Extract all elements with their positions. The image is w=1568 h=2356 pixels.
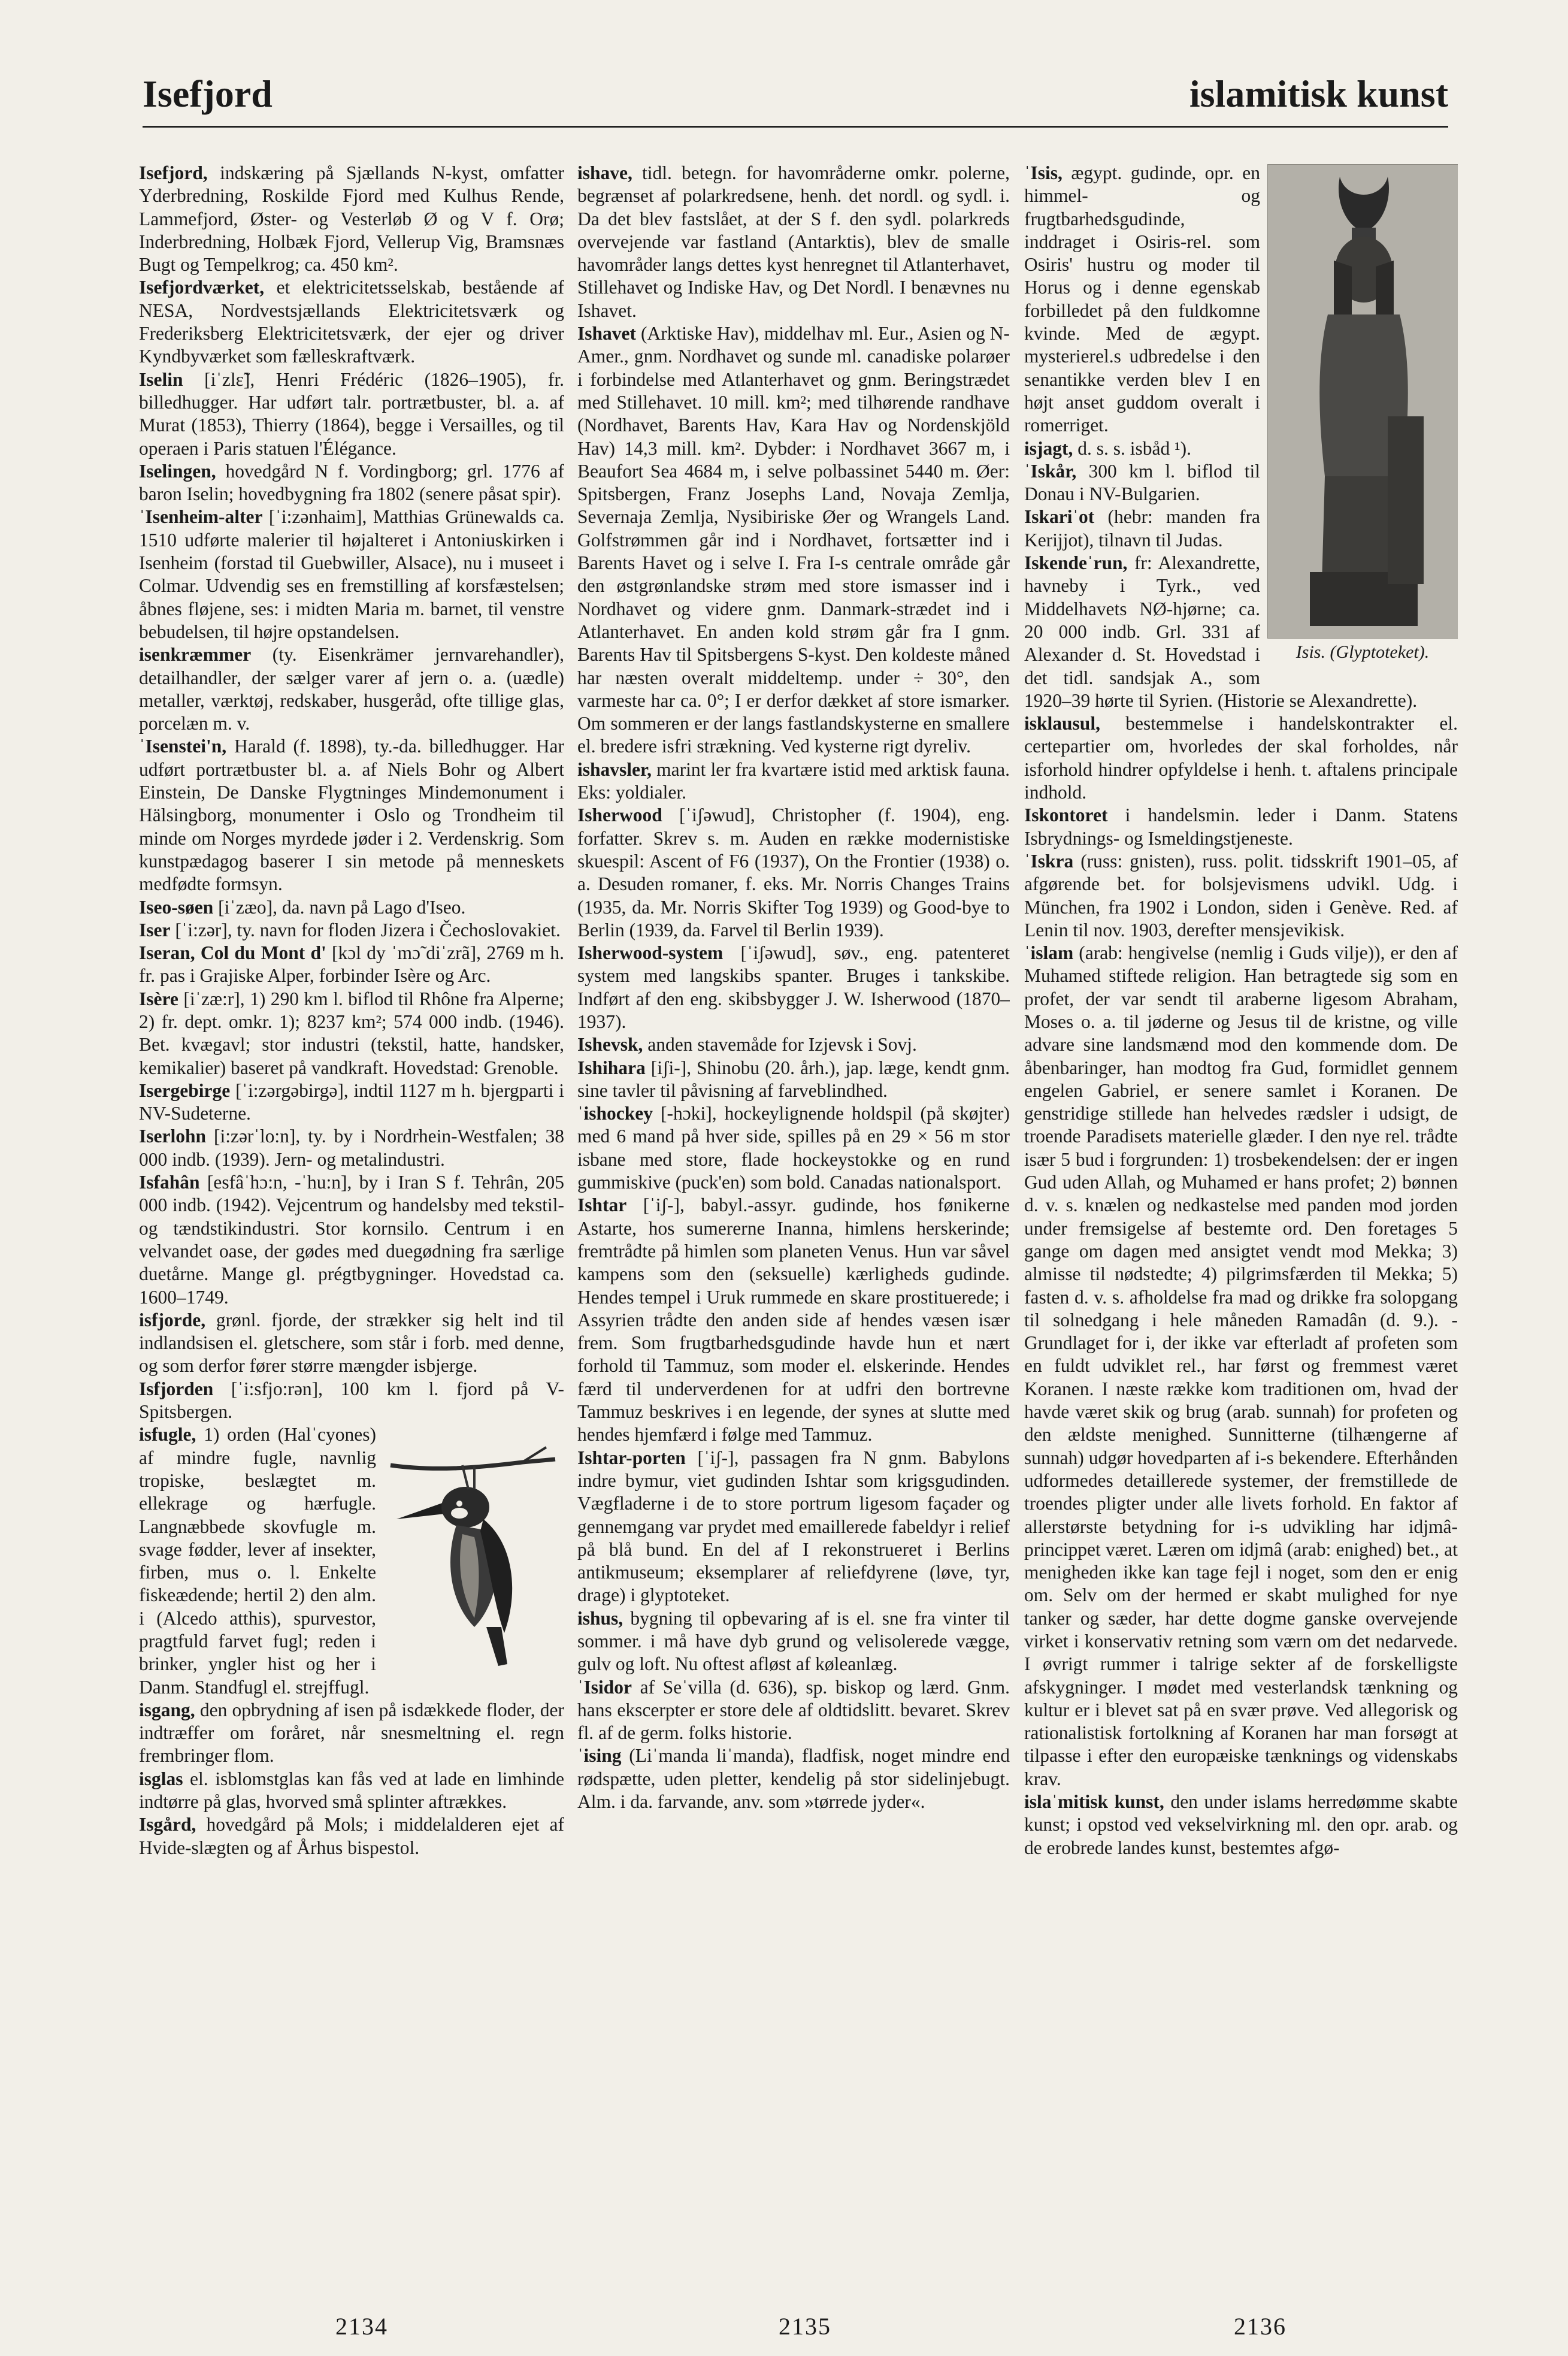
entry-headword: isfjorde,	[139, 1309, 206, 1330]
entry-headword: Iseran, Col du Mont d'	[139, 942, 326, 964]
entry-headword: Isefjord,	[139, 162, 208, 183]
entry-definition: el. isblomstglas kan fås ved at lade en limhinde indtørre på glas, hvorved små splinter aftrækkes.	[139, 1768, 564, 1813]
dictionary-entry	[139, 1378, 564, 1424]
entry-definition: ty. by i Nordrhein-Westfalen; 38 000 indb. (1939). Jern- og metalindustri.	[139, 1126, 564, 1170]
entry-pronunciation: [iˈzæo],	[213, 896, 277, 918]
entry-headword: islaˈmitisk kunst,	[1024, 1791, 1164, 1813]
entry-headword: ˈIsenheim-alter	[139, 506, 263, 528]
dictionary-entry	[139, 735, 564, 896]
entry-definition: tidl. betegn. for havområderne omkr. polerne, begrænset af polarkredsene, henh. det nordl. og sydl. i. Da det blev fastslået, at der S f. den sydl. polarkreds overvejende var fastland (Antarktis), blev de smalle havområder langs dettes kyst henregnet til Atlanterhavet, Stillehavet og Indiske Hav, og Det Nordl. I benævnes nu Ishavet.	[577, 162, 1010, 321]
entry-headword: ˈishockey	[577, 1103, 653, 1124]
entry-definition: indtil 1127 m h. bjergparti i NV-Sudeterne.	[139, 1079, 564, 1124]
entry-definition: hovedgård på Mols; i middelalderen ejet af Hvide-slægten og af Århus bispestol.	[139, 1814, 564, 1858]
entry-headword: Iskendeˈrun,	[1024, 552, 1128, 574]
entry-definition: i handelsmin. leder i Danm. Statens Isbrydnings- og Ismeldingstjeneste.	[1024, 805, 1458, 849]
dictionary-entry	[139, 506, 564, 643]
entry-definition: hovedgård N f. Vordingborg; grl. 1776 af baron Iselin; hovedbygning fra 1802 (senere påsat spir).	[139, 460, 564, 505]
entry-headword: Isefjordværket,	[139, 277, 265, 298]
dictionary-entry	[1024, 850, 1458, 942]
isis-figure	[1267, 164, 1458, 679]
entry-definition: Harald (f. 1898), ty.-da. billedhugger. Har udført portrætbuster bl. a. af Niels Bohr og Albert Einstein, De Danske Flygtninges Mindemonument i Hälsingborg, monumenter i Oslo og Trondheim til minde om Norges myrdede jøder i 2. Verdenskrig. Som kunstpædagog baserer I sin metode på menneskets medfødte formsyn.	[139, 736, 564, 895]
entry-headword: Isère	[139, 988, 178, 1009]
entry-definition: Henri Frédéric (1826–1905), fr. billedhugger. Har udført talr. portrætbuster, bl. a. af Murat (1853), Thierry (1864), begge i Versailles, og til operaen i Paris statuen l'Élégance.	[139, 368, 564, 459]
dictionary-entry	[139, 896, 564, 919]
entry-headword: ˈIsis,	[1024, 162, 1063, 183]
dictionary-entry	[139, 1309, 564, 1378]
entry-headword: ˈIskår,	[1024, 460, 1077, 482]
entry-headword: ˈIsenstei'n,	[139, 736, 227, 757]
entry-definition: grønl. fjorde, der strækker sig helt ind til indlandsisen el. gletschere, som står i forb. med denne, og som derfor fører større mængder isbjerge.	[139, 1309, 564, 1377]
header-right-title: islamitisk kunst	[1189, 72, 1448, 115]
entry-headword: Ishtar	[577, 1194, 627, 1216]
dictionary-entry	[139, 1171, 564, 1309]
entry-headword: ˈIskra	[1024, 850, 1074, 872]
page-number-middle: 2135	[779, 2313, 831, 2340]
entry-headword: isklausul,	[1024, 713, 1100, 734]
dictionary-entry	[1024, 804, 1458, 850]
dictionary-entry	[139, 1699, 564, 1768]
entry-definition: (hebr: manden fra Kerijjot), tilnavn til Judas.	[1024, 506, 1260, 551]
page-number-right: 2136	[1234, 2313, 1287, 2340]
entry-definition: den opbrydning af isen på isdækkede floder, der indtræffer om foråret, når snesmeltning el. regn frembringer flom.	[139, 1699, 564, 1767]
entry-headword: Iserlohn	[139, 1126, 207, 1147]
dictionary-entry	[139, 988, 564, 1079]
dictionary-entry	[577, 1033, 1010, 1056]
entry-pronunciation: [kɔl dy ˈmɔ̃ diˈzrã],	[326, 942, 482, 964]
entry-definition: den under islams herredømme skabte kunst; i opstod ved vekselvirkning ml. den opr. arab. og de erobrede landes kunst, bestemtes afgø-	[1024, 1791, 1458, 1858]
entry-definition: 1) 290 km l. biflod til Rhône fra Alperne; 2) fr. dept. omkr. 1); 8237 km²; 574 000 indb. (1946). Bet. kvægavl; stor industri (tekstil, hatte, handsker, kemikalier) baseret på vandkraft. Hovedstad: Grenoble.	[139, 988, 564, 1078]
entry-pronunciation: [ˈi:zər],	[170, 919, 232, 940]
entry-pronunciation: [ˈi:sfjo:rən],	[213, 1378, 323, 1399]
dictionary-entry	[577, 804, 1010, 942]
entry-pronunciation: [-hɔki],	[653, 1103, 717, 1124]
dictionary-entry	[577, 162, 1010, 322]
dictionary-entry	[577, 1447, 1010, 1607]
dictionary-entry	[577, 1194, 1010, 1446]
column-2	[577, 162, 1010, 2258]
dictionary-entry	[139, 368, 564, 460]
entry-definition: fr: Alexandrette, havneby i Tyrk., ved Middelhavets NØ-hjørne; ca. 20 000 indb. Grl. 331 af Alexander d. St. Hovedstad i det tidl. sandsjak A., som 1920–39 hørte til Syrien. (Historie se Alexandrette).	[1024, 552, 1418, 711]
entry-pronunciation: [ˈi:zənhaim],	[262, 506, 367, 528]
dictionary-entry	[139, 1768, 564, 1814]
entry-definition: by i Iran S f. Tehrân, 205 000 indb. (1942). Vejcentrum og handelsby med tekstil- og tændstikindustri. Stor kornsilo. Centrum i en velvandet oase, der gødes med duegødning fra særlige duetårne. Mange gl. prégtbygninger. Hovedstad ca. 1600–1749.	[139, 1172, 564, 1308]
entry-definition: søv., eng. patenteret system med langskibs spanter. Bruges i tankskibe. Indført af den eng. skibsbygger J. W. Isherwood (1870–1937).	[577, 942, 1010, 1032]
entry-definition: 100 km l. fjord på V-Spitsbergen.	[139, 1378, 564, 1423]
dictionary-entry	[139, 1423, 564, 1699]
entry-headword: isgang,	[139, 1699, 195, 1720]
entry-headword: isjagt,	[1024, 437, 1073, 459]
dictionary-entry	[139, 276, 564, 368]
entry-pronunciation: [ˈiʃ-],	[626, 1194, 685, 1216]
column-1	[139, 162, 564, 2258]
entry-headword: Ishevsk,	[577, 1034, 643, 1055]
dictionary-entry	[1024, 712, 1458, 804]
entry-definition: d. s. s. isbåd ¹).	[1073, 437, 1191, 459]
dictionary-entry	[139, 1079, 564, 1126]
statue-icon	[1268, 165, 1458, 638]
header-left-title: Isefjord	[143, 72, 273, 115]
dictionary-entry	[577, 1057, 1010, 1103]
entry-definition: indskæring på Sjællands N-kyst, omfatter Yderbredning, Roskilde Fjord med Kulhus Rende, Lammefjord, Øster- og Vesterløb Ø og V f. Orø; Inderbredning, Holbæk Fjord, Vellerup Vig, Bramsnæs Bugt og Tempelkrog; ca. 450 km².	[139, 162, 564, 276]
entry-pronunciation: [ˈiʃəwud],	[662, 805, 755, 826]
entry-definition: bygning til opbevaring af is el. sne fra vinter til sommer. i må have dyb grund og velisolerede vægge, gulv og loft. Nu oftest afløst af kølеanlæg.	[577, 1607, 1010, 1675]
entry-definition: 2769 m h. fr. pas i Grajiske Alper, forbinder Isère og Arc.	[139, 942, 564, 987]
entry-pronunciation: [iˈzæ:r],	[178, 988, 245, 1009]
entry-headword: Iselingen,	[139, 460, 216, 482]
entry-headword: isglas	[139, 1768, 183, 1789]
entry-definition: anden stavemåde for Izjevsk i Sovj.	[643, 1034, 917, 1055]
entry-definition: da. navn på Lago d'Iseo.	[277, 896, 466, 918]
entry-definition: 300 km l. biflod til Donau i NV-Bulgarien.	[1024, 460, 1260, 505]
dictionary-entry	[139, 643, 564, 735]
kingfisher-icon	[385, 1429, 564, 1669]
dictionary-entry	[1024, 1791, 1458, 1859]
dictionary-entry	[577, 1744, 1010, 1813]
entry-headword: ˈislam	[1024, 942, 1074, 964]
entry-headword: Iskontoret	[1024, 805, 1108, 826]
isis-caption: Isis. (Glyptoteket).	[1295, 642, 1430, 662]
entry-pronunciation: [i:zərˈlo:n],	[206, 1126, 301, 1147]
entry-pronunciation: [ˈiʃ-],	[685, 1447, 739, 1468]
entry-definition: Matthias Grünewalds ca. 1510 udførte malerier til højalteret i Antoniuskirken i Isenheim (forstad til Guebwiller, Alsace), nu i museet i Colmar. Udvendig ses en fremstilling af korsfæstelsen; åbnes fløjene, ses: i midten Maria m. barnet, til venstre bebudelsen, til højre opstandelsen.	[139, 506, 564, 642]
dictionary-entry	[139, 942, 564, 988]
entry-headword: Isherwood-system	[577, 942, 724, 964]
entry-definition: (russ: gnisten), russ. polit. tidsskrift 1901–05, af afgørende bet. for bolsjevismens udvikl. Udg. i München, fra 1902 i London, siden i Genève. Red. af Lenin til nov. 1903, derefter mensjevikisk.	[1024, 850, 1458, 940]
entry-definition: bestemmelse i handelskontrakter el. certepartier om, hvorledes der skal forholdes, når isforhold hindrer opfyldelse i henh. t. aftalens principale indhold.	[1024, 713, 1458, 803]
entry-headword: Iselin	[139, 368, 183, 390]
entry-pronunciation: [ˈiʃəwud],	[723, 942, 817, 964]
entry-headword: Isherwood	[577, 805, 662, 826]
entry-pronunciation: [esfâˈhɔ:n, -ˈhu:n],	[199, 1172, 352, 1193]
dictionary-entry	[577, 942, 1010, 1033]
entry-headword: ishus,	[577, 1607, 623, 1629]
isis-statue-image	[1267, 164, 1458, 639]
entry-definition: (ty. Eisenkrämer jernvarehandler), detailhandler, der sælger varer af jern o. a. (uædle) metaller, værktøj, redskaber, husgeråd, ofte tillige glas, porcelæn m. v.	[139, 644, 564, 734]
entry-pronunciation: [ˈi:zərgəbirgə],	[230, 1079, 349, 1101]
entry-headword: Iseo-søen	[139, 896, 214, 918]
entry-definition: babyl.-assyr. gudinde, hos fønikerne Astarte, hos sumererne Inanna, himlens herskerinde; fremtrådte på himlen som planeten Venus. Hun var såvel kampens som den (seksuelle) kærligheds gudinde. Hendes tempel i Uruk rummede en skare prostituerede; i Assyrien trådte den anden side af hendes væsen især frem. Som frugtbarhedsgudinde havde hun et nært forhold til Tammuz, som moder el. elskerinde. Hendes færd til underverdenen for at udfri den bortrevne Tammuz beskrives i en legende, der synes at slutte med hendes hjemfærd i følge med Tammuz.	[577, 1194, 1010, 1445]
entry-headword: Isgård,	[139, 1814, 196, 1835]
entry-headword: Iser	[139, 919, 171, 940]
dictionary-entry	[139, 460, 564, 506]
entry-definition: hockeylignende holdspil (på skøjter) med 6 mand på hver side, spilles på en 29 × 56 m stor isbane med store, flade hockeystokke og en rund gummiskive (puck'en) som bold. Canadas nationalsport.	[577, 1103, 1010, 1193]
dictionary-entry	[139, 1125, 564, 1171]
entry-definition: et elektricitetsselskab, bestående af NESA, Nordvestsjællands Elektricitetsværk og Frederiksberg Elektricitetsværk, der ejer og driver Kyndbyværket som fælleskraftværk.	[139, 277, 564, 367]
entry-headword: ishavsler,	[577, 758, 652, 780]
dictionary-entry	[139, 919, 564, 942]
entry-headword: Isfahân	[139, 1172, 200, 1193]
header-rule	[143, 126, 1448, 128]
entry-definition: Christopher (f. 1904), eng. forfatter. Skrev s. m. Auden en række modernistiske skuespil: Ascent of F6 (1937), On the Frontier (1938) o. a. Desuden romaner, f. eks. Mr. Norris Changes Trains (1935, da. Mr. Norris Skifter Tog 1939) og Good-bye to Berlin (1939, da. Farvel til Berlin 1939).	[577, 805, 1010, 940]
dictionary-entry	[577, 1607, 1010, 1676]
entry-headword: isfugle,	[139, 1424, 196, 1445]
page-header	[143, 67, 1448, 133]
column-3	[1024, 162, 1458, 2258]
entry-pronunciation: [iʃi-],	[645, 1057, 692, 1078]
entry-headword: Ishavet	[577, 323, 637, 344]
entry-headword: Iskariˈot	[1024, 506, 1095, 528]
dictionary-entry	[139, 162, 564, 276]
entry-headword: ishave,	[577, 162, 632, 183]
entry-definition: (Arktiske Hav), middelhav ml. Eur., Asien og N-Amer., gnm. Nordhavet og sunde ml. canadiske polarøer i forbindelse med Atlanterhavet og gnm. Beringstrædet med Stillehavet. 10 mill. km²; med tilhørende randhave (Nordhavet, Barents Hav, Kara Hav og Nordenskjöld Hav) 14,3 mill. km². Dybder: i Nordhavet 3667 m, i Beaufort Sea 4684 m, i selve polbassinet 5440 m. Øer: Spitsbergen, Franz Josephs Land, Novaja Zemlja, Severnaja Zemlja, Nysibiriske Øer og Wrangels Land. Golfstrømmen går ind i Nordhavet, fortsætter ind i Barents Havet og i selve I. Fra I-s centrale område går den østgrønlandske strøm med store ismasser ind i Nordhavet og videre gnm. Danmark-strædet ind i Atlanterhavet. En anden kold strøm går fra I gnm. Barents Hav til Spitsbergens S-kyst. Den koldeste måned har næsten overalt middeltemp. under ÷ 30°, den varmeste har ca. 0°; I er derfor dækket af store ismarker. Om sommeren er der langs fastlandskysterne en smallere el. bredere isfri strækning. Ved kysterne rigt dyreliv.	[577, 323, 1010, 757]
dictionary-entry	[577, 1676, 1010, 1745]
entry-definition: marint ler fra kvartære istid med arktisk fauna. Eks: yoldialer.	[577, 758, 1010, 803]
entry-headword: Isfjorden	[139, 1378, 214, 1399]
entry-definition: Shinobu (20. årh.), jap. læge, kendt gnm. sine tavler til påvisning af farveblindhed.	[577, 1057, 1010, 1101]
entry-pronunciation: [iˈzlɛ̃],	[183, 368, 255, 390]
dictionary-entry	[577, 322, 1010, 758]
entry-definition: (arab: hengivelse (nemlig i Guds vilje)), er den af Muhamed stiftede religion. Han betragtede sig som en profet, der var sendt til araberne ligesom Abraham, Moses o. a. til jøderne og Jesus til de kristne, og ville advare sine landsmænd mod den kommende dom. De åbenbaringer, han modtog fra Gud, formidlet gennem engelen Gabriel, er senere samlet i Koranen. De genstridige stillede han helvedes rædsler i udsigt, de troende Paradisets materielle glæder. I den nye rel. trådte især 5 bud i forgrunden: 1) trosbekendelsen: der er ingen Gud uden Allah, og Muhamed er hans profet; 2) bønnen d. v. s. knælen og nedkastelse med panden mod jorden under fremsigelse af bestemte ord. Den foretages 5 gange om dagen med ansigtet vendt mod Mekka; 3) almisse til nødstedte; 4) pilgrimsfærden til Mekka; 5) fasten d. v. s. afholdelse fra mad og drikke fra solopgang til solnedgang i hele måneden Ramadân (d. 9.). - Grundlaget for i, der ikke var efterladt af profeten som en fuldt udviklet rel., har først og fremmest været Koranen. I næste række kom traditionen om, hvad der havde været skik og brug (arab. sunnah) for profeten og den ældste menighed. Sunnitterne (tilhængerne af sunnah) udgør hovedparten af i-s bekendere. Efterhånden udformedes detaillerede systemer, der fremstillede de troendes pligter under alle livets forhold. En faktor af allerstørste betydning for i-s udvikling har idjmâ-princippet været. Læren om idjmâ (arab: enighed) bet., at menigheden ikke kan tage fejl i noget, som den er enig om. Selv om der hermed er skabt mulighed for nye tanker og sæder, har dette dogme ganske overvejende virket i konservativ retning som værn om det nedarvede. I øvrigt rummer i talrige sekter af de forskelligste afskygninger. I mødet med vesterlandsk tænkning og kultur er i blevet sat på en svær prøve. Ved allegorisk og rationalistisk fortolkning af Koranen har man forsøgt at tilpasse i efter den europæiske tænknings og videnskabs krav.	[1024, 942, 1458, 1789]
entry-headword: isenkræmmer	[139, 644, 252, 666]
dictionary-entry	[139, 1813, 564, 1859]
entry-definition: passagen fra N gnm. Babylons indre bymur, viet gudinden Ishtar som krigsgudinden. Vægfladerne i de to store portrum ligesom façader og gennemgang var prydet med emaillerede fabeldyr i relief på blå bund. En del af I rekonstrueret i Berlins antikmuseum; eksemplarer af reliefdyrene (løve, tyr, drage) i glyptoteket.	[577, 1447, 1010, 1606]
dictionary-entry	[577, 1102, 1010, 1194]
entry-definition: ty. navn for floden Jizera i Čechoslovakiet.	[232, 919, 561, 940]
entry-definition: 1) orden (Halˈcyones) af mindre fugle, navnlig tropiske, beslægtet m. ellekrage og hærfugle. Langnæbbede skovfugle m. svage fødder, lever af insekter, firben, mus o. l. Enkelte fiskeædende; hertil 2) den alm. i (Alcedo atthis), spurvestor, pragtfuld farvet fugl; reden i brinker, yngler hist og her i Danm. Standfugl el. strejffugl.	[139, 1424, 377, 1698]
dictionary-entry	[1024, 942, 1458, 1791]
entry-headword: ˈIsidor	[577, 1676, 632, 1698]
entry-headword: Ishtar-porten	[577, 1447, 686, 1468]
entry-definition: (Liˈmanda liˈmanda), fladfisk, noget mindre end rødspætte, uden pletter, kendelig på stor sidelinjebugt. Alm. i da. farvande, anv. som »tørrede jyder«.	[577, 1745, 1010, 1813]
entry-headword: Isergebirge	[139, 1079, 231, 1101]
dictionary-entry	[577, 758, 1010, 805]
kingfisher-illustration	[385, 1429, 564, 1669]
entry-headword: Ishihara	[577, 1057, 646, 1078]
entry-headword: ˈising	[577, 1745, 622, 1767]
entry-definition: ægypt. gudinde, opr. en himmel- og frugtbarhedsgudinde, inddraget i Osiris-rel. som Osiris' hustru og moder til Horus og i denne egenskab forbilledet på den fuldkomne kvinde. Med de ægypt. mysterierel.s udbredelse i den senantikke verden blev I en højt anset guddom overalt i romerriget.	[1024, 162, 1260, 436]
page-number-left: 2134	[335, 2313, 388, 2340]
entry-definition: af Seˈvilla (d. 636), sp. biskop og lærd. Gnm. hans ekscerpter er store dele af oldtidslitt. bevaret. Skrev fl. af de germ. folks historie.	[577, 1676, 1010, 1744]
